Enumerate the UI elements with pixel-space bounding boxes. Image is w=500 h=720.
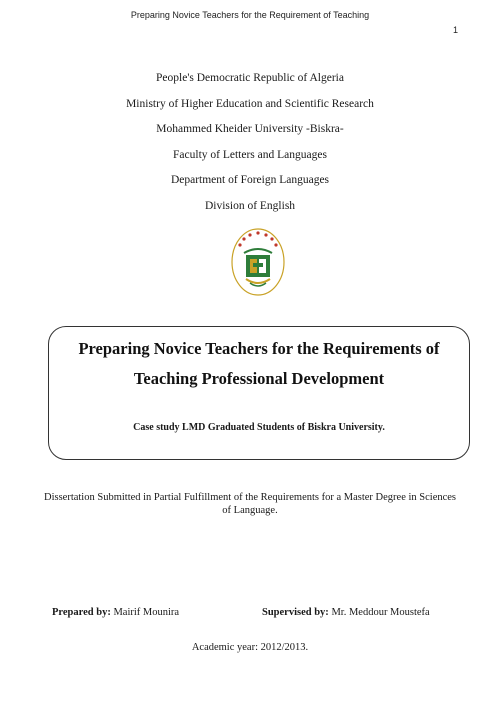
- university-emblem-icon: [230, 227, 286, 297]
- supervised-by-name: Mr. Meddour Moustefa: [331, 607, 430, 618]
- university-line: Mohammed Kheider University -Biskra-: [156, 123, 344, 135]
- faculty-line: Faculty of Letters and Languages: [173, 148, 327, 161]
- page-number: 1: [452, 25, 458, 35]
- institution-block: [0, 66, 500, 219]
- prepared-by-name: Mairif Mounira: [113, 607, 180, 618]
- prepared-by: [52, 607, 179, 618]
- dissertation-title-line-1: Preparing Novice Teachers for the Requirements of: [78, 339, 440, 358]
- supervised-by-label: Supervised by:: [262, 607, 329, 618]
- department-line: Department of Foreign Languages: [170, 174, 330, 186]
- division-line: Division of English: [204, 199, 296, 212]
- title-box: [48, 326, 470, 460]
- supervised-by: [262, 607, 430, 618]
- country-line: People's Democratic Republic of Algeria: [156, 72, 344, 84]
- ministry-line: Ministry of Higher Education and Scientific Research: [126, 97, 374, 110]
- academic-year: Academic year: 2012/2013.: [191, 642, 309, 653]
- prepared-by-label: Prepared by:: [52, 607, 111, 618]
- dissertation-statement: Dissertation Submitted in Partial Fulfillment of the Requirements for a Master Degree in Sciences of Language.: [43, 492, 457, 516]
- case-study-subtitle: Case study LMD Graduated Students of Biskra University.: [133, 422, 385, 433]
- running-header: Preparing Novice Teachers for the Requirement of Teaching: [130, 10, 370, 20]
- dissertation-title-line-2: Teaching Professional Development: [133, 369, 385, 388]
